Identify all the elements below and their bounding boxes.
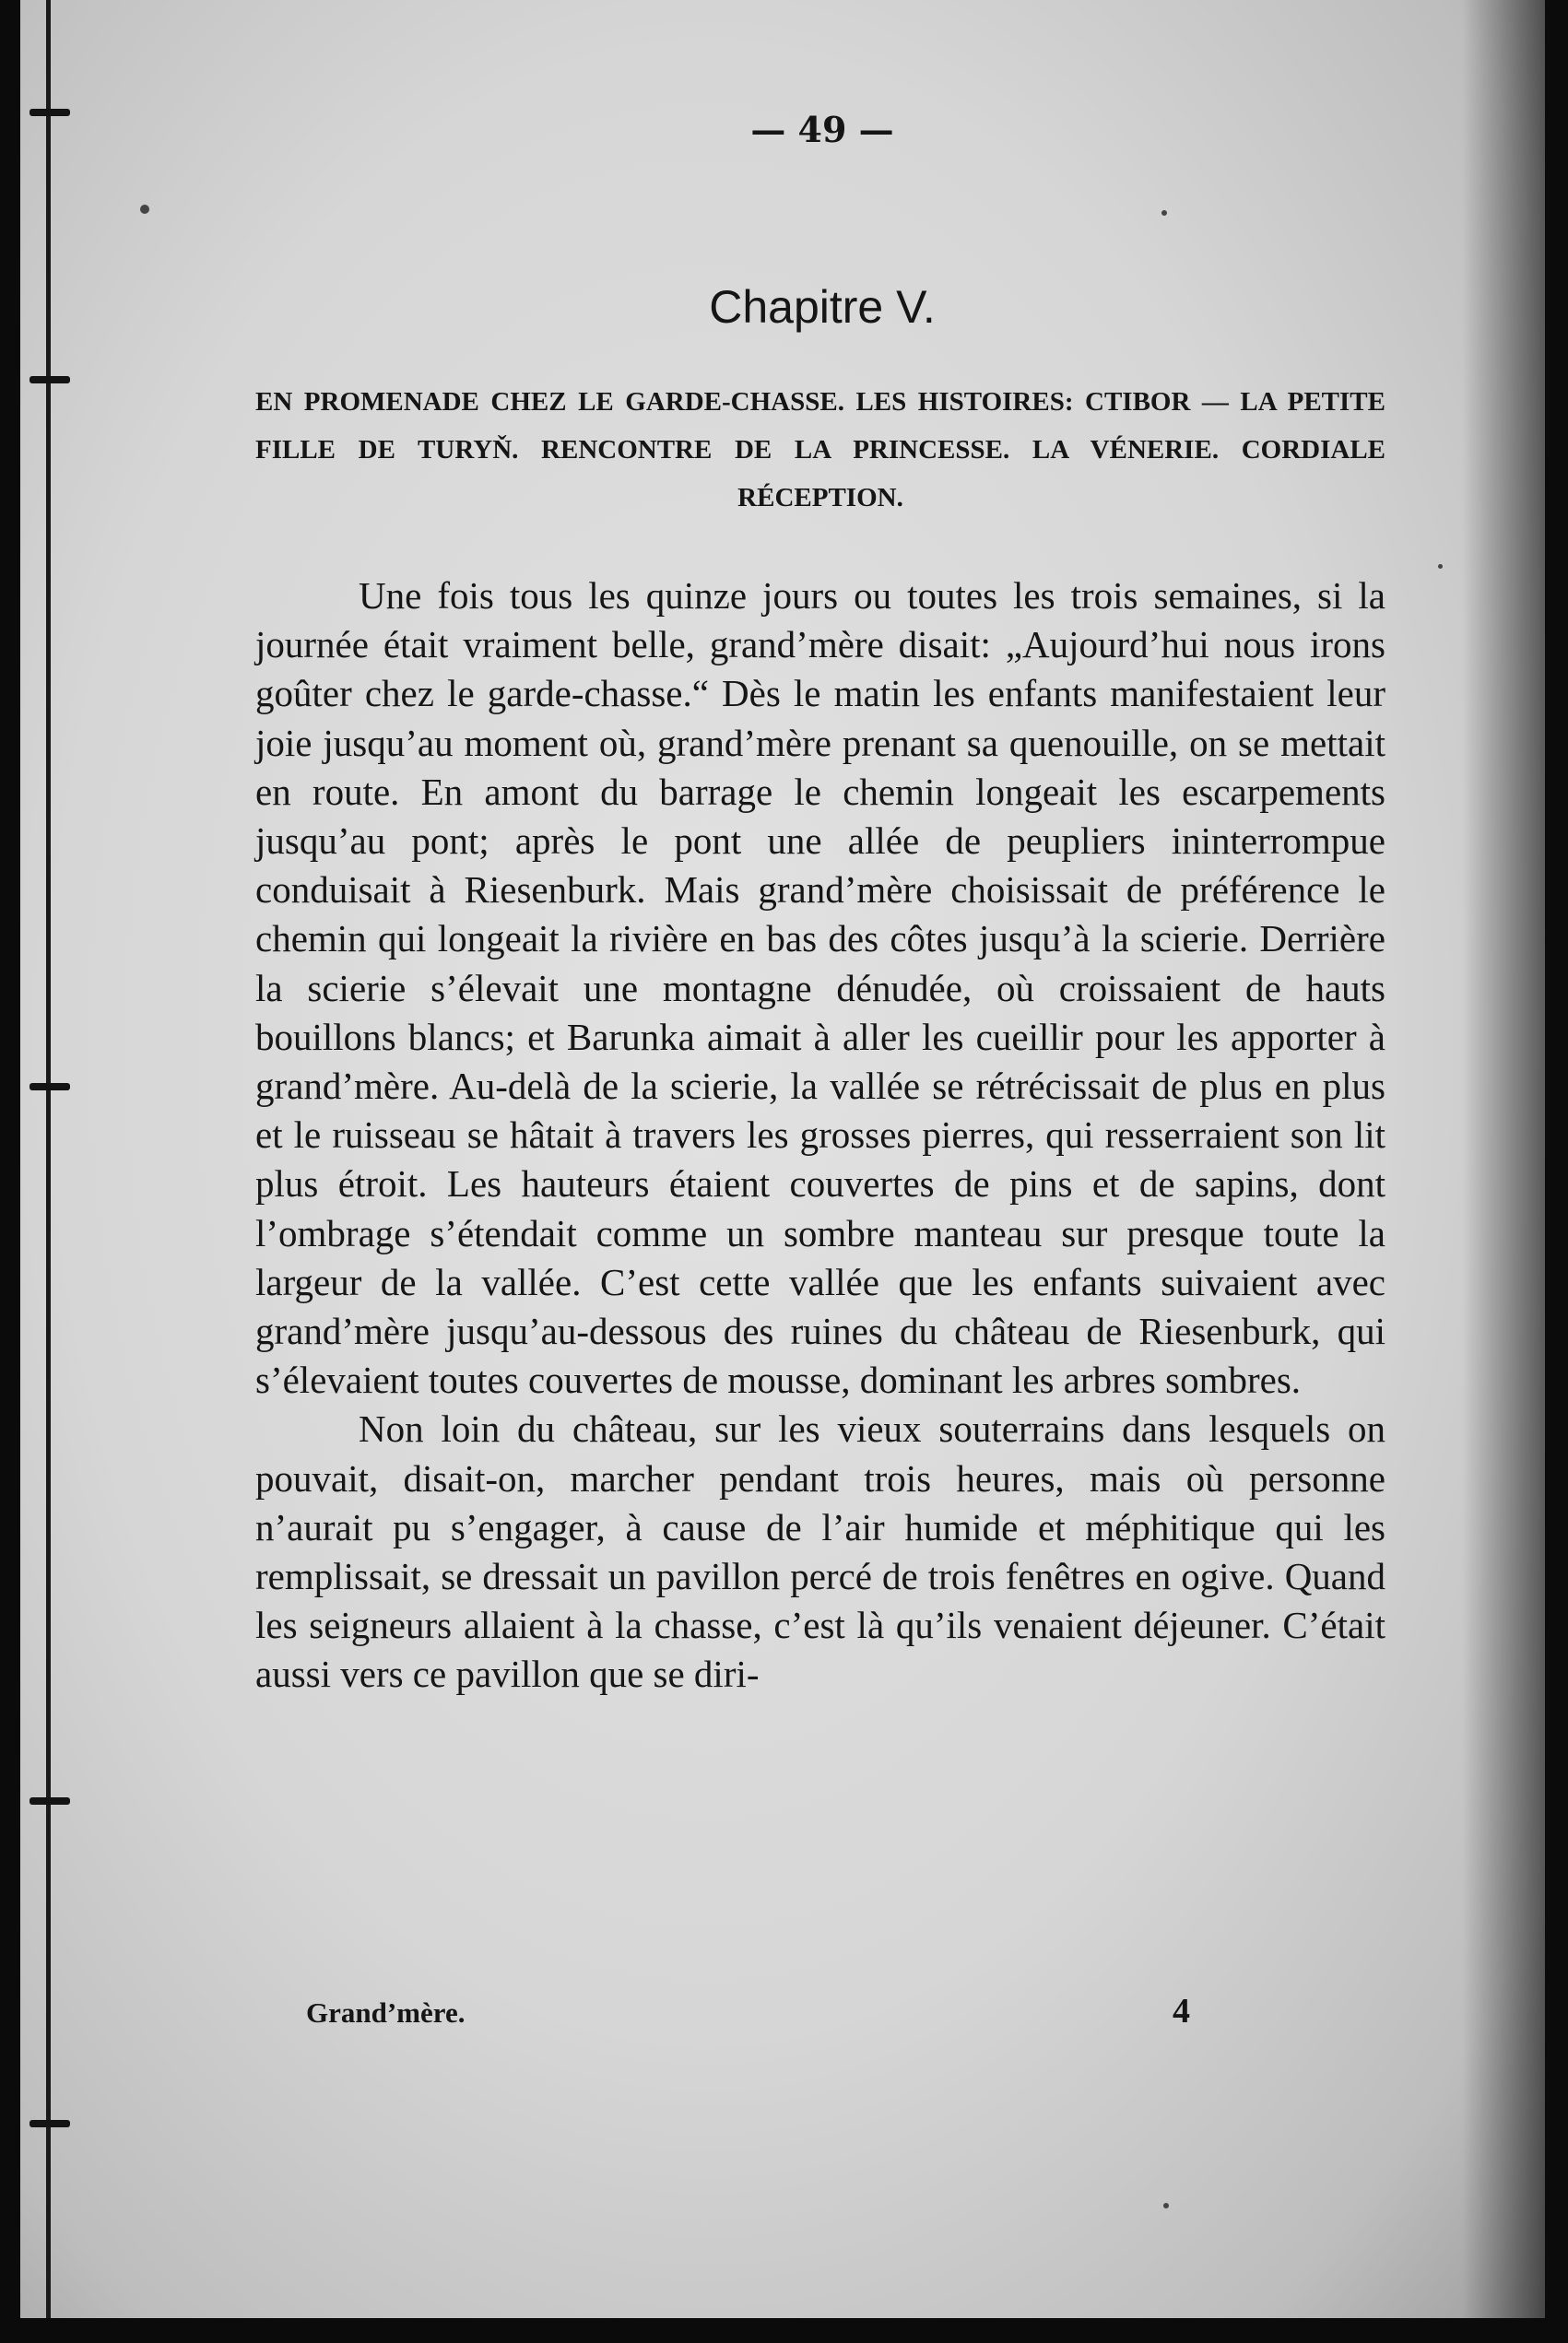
binding-stitch [29, 2120, 70, 2127]
chapter-summary: EN PROMENADE CHEZ LE GARDE-CHASSE. LES HISTOIRES: CTIBOR — LA PETITE FILLE DE TURYŇ. RENCONTRE DE LA PRINCESSE. LA VÉNERIE. CORDIALE RÉCEPTION. [255, 387, 1385, 512]
binding-stitch [29, 376, 70, 383]
paragraph: Non loin du château, sur les vieux souterrains dans lesquels on pouvait, disait-on, marcher pendant trois heures, mais où personne n’aurait pu s’engager, à cause de l’air humide et méphitique qui les remplissait, se dressait un pavillon percé de trois fenêtres en ogive. Quand les seigneurs allaient à la chasse, c’est là qu’ils venaient déjeuner. C’était aussi vers ce pavillon que se diri- [255, 1407, 1385, 1696]
ink-speck [140, 205, 149, 214]
signature-mark: 4 [1173, 1992, 1190, 2031]
ink-speck [1438, 564, 1443, 569]
footer-book-title: Grand’mère. [306, 1996, 466, 2029]
body-text [255, 571, 1385, 1700]
binding-stitch [29, 109, 70, 116]
binding-thread [46, 0, 51, 2318]
binding-stitch [29, 1083, 70, 1090]
binding-stitch [29, 1797, 70, 1805]
chapter-title: Chapitre V. [709, 281, 936, 333]
page-footer [306, 1991, 1228, 2037]
paragraph: Une fois tous les quinze jours ou toutes les trois semaines, si la journée était vraiment belle, grand’mère disait: „Aujourd’hui nous irons goûter chez le garde-chasse.“ Dès le matin les enfants manifestaient leur joie jusqu’au moment où, grand’mère prenant sa quenouille, on se mettait en route. En amont du barrage le chemin longeait les escarpements jusqu’au pont; après le pont une allée de peupliers ininterrompue conduisait à Riesenburk. Mais grand’mère choisissait de préférence le chemin qui longeait la rivière en bas des côtes jusqu’à la scierie. Derrière la scierie s’élevait une montagne dénudée, où croissaient de hauts bouillons blancs; et Barunka aimait à aller les cueillir pour les apporter à grand’mère. Au-delà de la scierie, la vallée se rétrécissait de plus en plus et le ruisseau se hâtait à travers les grosses pierres, qui resserraient son lit plus étroit. Les hauteurs étaient couvertes de pins et de sapins, dont l’ombrage s’étendait comme un sombre manteau sur presque toute la largeur de la vallée. C’est cette vallée que les enfants suivaient avec grand’mère jusqu’au-dessous des ruines du château de Riesenburk, qui s’élevaient toutes couvertes de mousse, dominant les arbres sombres. [255, 574, 1385, 1402]
ink-speck [1163, 2203, 1169, 2208]
book-page [20, 0, 1545, 2318]
ink-speck [1161, 210, 1167, 216]
page-number: — 49 — [750, 109, 894, 150]
